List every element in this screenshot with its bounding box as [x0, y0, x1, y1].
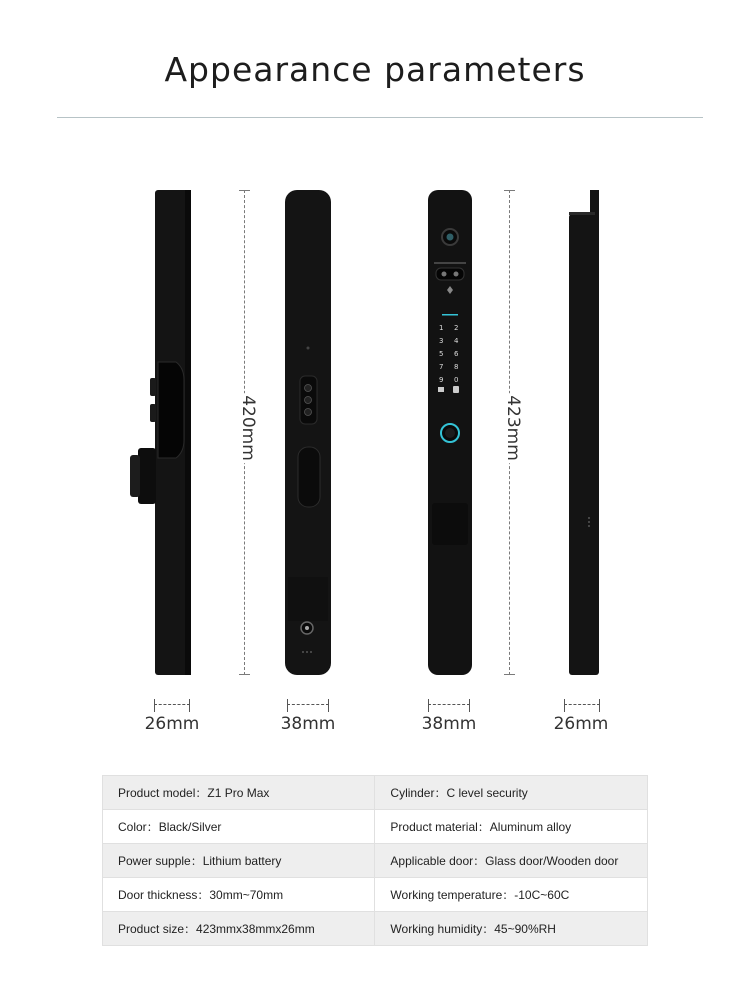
svg-text:6: 6: [454, 350, 459, 358]
height-label-left: 420mm: [237, 395, 258, 461]
spec-cell: Color：Black/Silver: [103, 810, 375, 844]
spec-cell: Working humidity：45~90%RH: [375, 912, 648, 946]
width-label-4: 26mm: [553, 714, 609, 734]
spec-cell: Product model：Z1 Pro Max: [103, 776, 375, 810]
spec-cell: Power supple：Lithium battery: [103, 844, 375, 878]
spec-cell: Product material：Aluminum alloy: [375, 810, 648, 844]
svg-text:5: 5: [439, 350, 444, 358]
page-title: Appearance parameters: [164, 50, 586, 89]
width-dimension-2: [287, 699, 329, 709]
svg-text:4: 4: [454, 337, 459, 345]
svg-text:9: 9: [439, 376, 444, 384]
width-label-1: 26mm: [144, 714, 200, 734]
svg-text:1: 1: [439, 324, 444, 332]
svg-text:8: 8: [454, 363, 459, 371]
height-label-right: 423mm: [502, 395, 523, 461]
spec-cell: Cylinder：C level security: [375, 776, 648, 810]
back-view: [285, 190, 331, 675]
table-row: [103, 844, 648, 878]
width-label-2: 38mm: [280, 714, 336, 734]
spec-cell: Product size：423mmx38mmx26mm: [103, 912, 375, 946]
front-view: [428, 190, 472, 675]
side-view-left: [130, 190, 191, 675]
width-dimension-1: [154, 699, 190, 709]
spec-cell: Door thickness：30mm~70mm: [103, 878, 375, 912]
svg-text:2: 2: [454, 324, 459, 332]
svg-text:7: 7: [439, 363, 444, 371]
width-label-3: 38mm: [421, 714, 477, 734]
svg-text:0: 0: [454, 376, 459, 384]
spec-cell: Working temperature：-10C~60C: [375, 878, 648, 912]
width-dimension-3: [428, 699, 470, 709]
table-row: [103, 912, 648, 946]
spec-cell: Applicable door：Glass door/Wooden door: [375, 844, 648, 878]
spec-table: [102, 775, 648, 946]
table-row: [103, 878, 648, 912]
side-view-right: [569, 190, 599, 675]
svg-text:3: 3: [439, 337, 444, 345]
table-row: [103, 810, 648, 844]
table-row: [103, 776, 648, 810]
width-dimension-4: [564, 699, 600, 709]
